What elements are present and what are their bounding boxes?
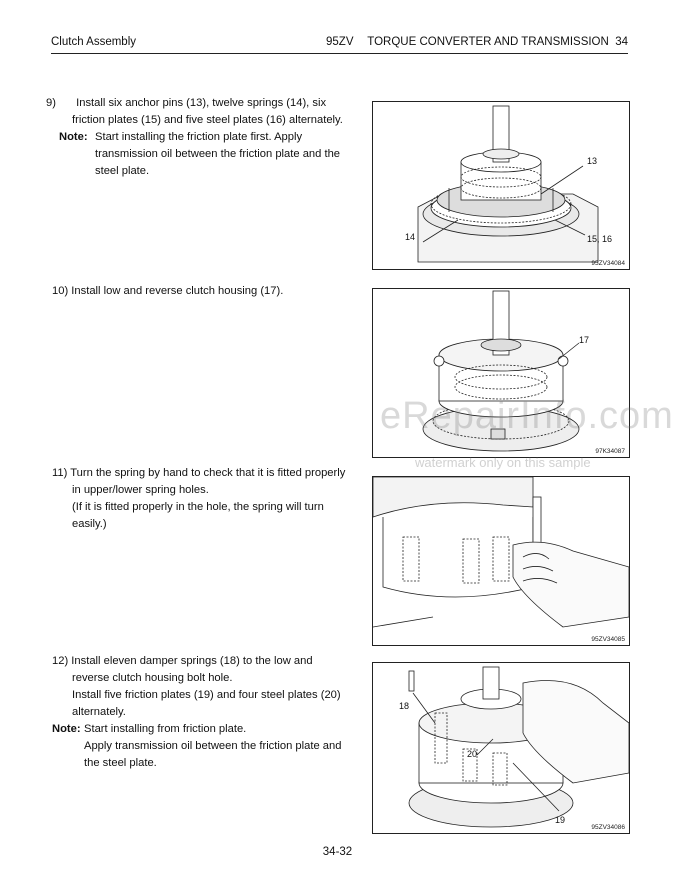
step-9 [46,95,352,180]
step-11-line-3: (If it is fitted properly in the hole, the spring will turn [72,501,324,513]
figure-code: 97K34087 [595,448,625,455]
step-text: Install six anchor pins (13), twelve springs (14), six [76,97,327,109]
note-line: Start installing the friction plate first. Apply [95,131,303,143]
step-text: Install low and reverse clutch housing (17). [71,285,284,297]
spring-check-illustration [373,477,629,645]
step-11-line-4: easily.) [72,518,107,530]
header-chapter-title: TORQUE CONVERTER AND TRANSMISSION [367,36,609,48]
note-line: Start installing from friction plate. [84,723,247,735]
figure-code: 95ZV34084 [591,260,625,267]
step-11 [52,465,352,533]
note-text [95,129,352,180]
note-line: Apply transmission oil between the friction plate and [84,740,342,752]
figure-step-12 [372,662,630,834]
step-12-line-2: reverse clutch housing bolt hole. [72,672,233,684]
step-number: 9) [46,97,56,109]
step-text: Install eleven damper springs (18) to the low and [71,655,313,667]
step-number: 12) [52,655,69,667]
note-text [84,721,352,772]
header-section: Clutch Assembly [51,36,137,48]
callout-14: 14 [405,232,416,242]
step-12-note [52,721,352,772]
header-rule [51,53,628,54]
note-line: transmission oil between the friction plate and the [95,148,341,160]
step-number: 11) [52,467,68,479]
note-line: the steel plate. [84,757,157,769]
callout-19: 19 [555,815,566,825]
header-chapter-number: 34 [615,36,628,48]
watermark: eRepairInfo.com [380,395,674,437]
step-12-line-4: alternately. [72,706,126,718]
figure-code: 95ZV34086 [591,824,625,831]
step-12-line-1 [52,653,352,670]
page-number: 34-32 [322,846,353,858]
step-9-note [52,129,352,180]
step-11-line-2: in upper/lower spring holes. [72,484,209,496]
callout-15-16: 15, 16 [587,234,613,244]
figure-code: 95ZV34085 [591,636,625,643]
step-12 [52,653,352,772]
page-header [51,36,628,52]
header-model: 95ZV [326,36,354,48]
step-10-line-1 [52,283,352,300]
figure-step-11 [372,476,630,646]
watermark-subtext: watermark only on this sample [415,455,591,470]
step-10 [52,283,352,300]
step-9-line-2: friction plates (15) and five steel plates (16) alternately. [72,114,343,126]
damper-springs-illustration [373,663,629,833]
step-text: Turn the spring by hand to check that it is fitted properly [70,467,346,479]
step-number: 10) [52,285,69,297]
header-chapter [367,36,628,48]
step-11-line-1 [52,465,352,482]
callout-18: 18 [399,701,410,711]
figure-step-9 [372,101,630,270]
callout-20: 20 [467,749,478,759]
callout-13: 13 [587,156,598,166]
note-label: Note: [59,131,88,143]
note-line: steel plate. [95,165,150,177]
step-12-line-3: Install five friction plates (19) and four steel plates (20) [72,689,341,701]
note-label: Note: [52,723,81,735]
callout-17: 17 [579,335,590,345]
step-9-line-1 [46,95,352,112]
